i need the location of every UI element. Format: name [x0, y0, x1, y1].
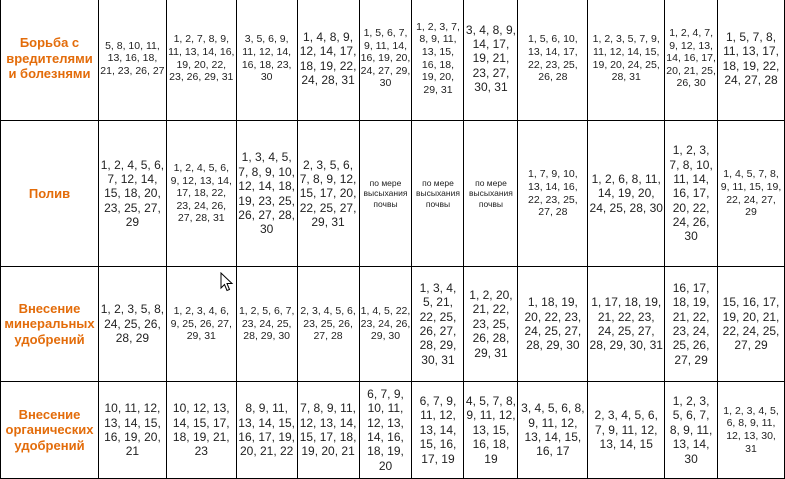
table-cell: 7, 8, 9, 11, 12, 13, 14, 15, 17, 18, 19, 20, 21: [297, 382, 359, 479]
mouse-pointer-icon: [220, 272, 234, 292]
table-cell: 1, 2, 4, 5, 6, 7, 12, 14, 15, 18, 20, 23, 25, 27, 29: [98, 121, 166, 267]
table-cell: 1, 5, 6, 7, 9, 11, 14, 16, 19, 20, 24, 27, 29, 30: [359, 0, 412, 121]
table-cell: 2, 3, 4, 5, 6, 7, 9, 11, 12, 13, 14, 15: [588, 382, 665, 479]
row-header-mineral-fertilizers: Внесение минеральных удобрений: [1, 267, 99, 382]
table-cell: 6, 7, 9, 10, 11, 12, 13, 14, 16, 18, 19, 20: [359, 382, 412, 479]
table-cell: 8, 9, 11, 13, 14, 15, 16, 17, 19, 20, 21, 22: [236, 382, 297, 479]
table-cell: 3, 4, 5, 6, 8, 9, 11, 12, 13, 14, 15, 16, 17: [518, 382, 588, 479]
table-cell: 16, 17, 18, 19, 21, 22, 23, 24, 25, 26, 27, 29: [665, 267, 718, 382]
table-cell: по мере высыхания почвы: [359, 121, 412, 267]
table-cell: 15, 16, 17, 19, 20, 21, 22, 24, 25, 27, 29: [718, 267, 785, 382]
table-cell: 1, 4, 8, 9, 12, 14, 17, 18, 19, 22, 24, 28, 31: [297, 0, 359, 121]
table-cell: 6, 7, 9, 11, 12, 13, 14, 15, 16, 17, 19: [412, 382, 464, 479]
table-cell: 1, 17, 18, 19, 21, 22, 23, 24, 25, 27, 28, 29, 30, 31: [588, 267, 665, 382]
table-cell: 2, 3, 5, 6, 7, 8, 9, 12, 15, 17, 20, 22, 25, 27, 29, 31: [297, 121, 359, 267]
table-cell: 10, 12, 13, 14, 15, 17, 18, 19, 21, 23: [166, 382, 236, 479]
table-cell: 1, 2, 3, 4, 6, 9, 25, 26, 27, 29, 31: [166, 267, 236, 382]
table-cell: 1, 7, 9, 10, 13, 14, 16, 22, 23, 25, 27, 28: [518, 121, 588, 267]
table-cell: по мере высыхания почвы: [464, 121, 518, 267]
table-cell: 1, 4, 5, 22, 23, 24, 26, 29, 30: [359, 267, 412, 382]
table-row-watering: [1, 121, 785, 267]
table-cell: 1, 2, 4, 7, 9, 12, 13, 14, 16, 17, 20, 21, 25, 26, 30: [665, 0, 718, 121]
table-cell: 1, 3, 4, 5, 21, 22, 25, 26, 27, 28, 29, 30, 31: [412, 267, 464, 382]
table-cell: 5, 8, 10, 11, 13, 16, 18, 21, 23, 26, 27: [98, 0, 166, 121]
table-cell: 1, 18, 19, 20, 22, 23, 24, 25, 27, 28, 29, 30: [518, 267, 588, 382]
table-cell: 1, 2, 3, 4, 5, 6, 8, 9, 11, 12, 13, 30, 31: [718, 382, 785, 479]
table-cell: 3, 5, 6, 9, 11, 12, 14, 16, 18, 23, 30: [236, 0, 297, 121]
table-cell: 1, 2, 20, 21, 22, 23, 25, 26, 28, 29, 31: [464, 267, 518, 382]
table-row-pest-control: [1, 0, 785, 121]
table-cell: 1, 2, 3, 7, 8, 9, 11, 13, 15, 16, 18, 19, 20, 29, 31: [412, 0, 464, 121]
table-cell: 1, 2, 3, 7, 8, 10, 11, 14, 16, 17, 20, 22, 24, 26, 30: [665, 121, 718, 267]
table-cell: 1, 5, 6, 10, 13, 14, 17, 22, 23, 25, 26, 28: [518, 0, 588, 121]
table-cell: 10, 11, 12, 13, 14, 15, 16, 19, 20, 21: [98, 382, 166, 479]
table-cell: 1, 2, 6, 8, 11, 14, 19, 20, 24, 25, 28, 30: [588, 121, 665, 267]
row-header-pest-control: Борьба с вредителями и болезнями: [1, 0, 99, 121]
table-cell: 1, 2, 3, 5, 7, 9, 11, 12, 14, 15, 19, 20, 24, 25, 28, 31: [588, 0, 665, 121]
table-cell: 1, 2, 5, 6, 7, 23, 24, 25, 28, 29, 30: [236, 267, 297, 382]
table-cell: 1, 2, 7, 8, 9, 11, 13, 14, 16, 19, 20, 22, 23, 26, 29, 31: [166, 0, 236, 121]
table-cell: 1, 2, 4, 5, 6, 9, 12, 13, 14, 17, 18, 22, 23, 24, 26, 27, 28, 31: [166, 121, 236, 267]
table-cell: 1, 3, 4, 5, 7, 8, 9, 10, 12, 14, 18, 19, 23, 25, 26, 27, 28, 30: [236, 121, 297, 267]
table-cell: 2, 3, 4, 5, 6, 23, 25, 26, 27, 28: [297, 267, 359, 382]
table-cell: 1, 5, 7, 8, 11, 13, 17, 18, 19, 22, 24, 27, 28: [718, 0, 785, 121]
table-cell: 3, 4, 8, 9, 14, 17, 19, 21, 23, 27, 30, 31: [464, 0, 518, 121]
table-cell: 4, 5, 7, 8, 9, 11, 12, 13, 15, 16, 18, 19: [464, 382, 518, 479]
table-cell: 1, 2, 3, 5, 6, 7, 8, 9, 11, 13, 14, 30: [665, 382, 718, 479]
table-cell: 1, 2, 3, 5, 8, 24, 25, 26, 28, 29: [98, 267, 166, 382]
table-cell: 1, 4, 5, 7, 8, 9, 11, 15, 19, 22, 24, 27, 29: [718, 121, 785, 267]
table-row-organic-fertilizers: [1, 382, 785, 479]
table-cell: по мере высыхания почвы: [412, 121, 464, 267]
table-row-mineral-fertilizers: [1, 267, 785, 382]
row-header-organic-fertilizers: Внесение органических удобрений: [1, 382, 99, 479]
row-header-watering: Полив: [1, 121, 99, 267]
